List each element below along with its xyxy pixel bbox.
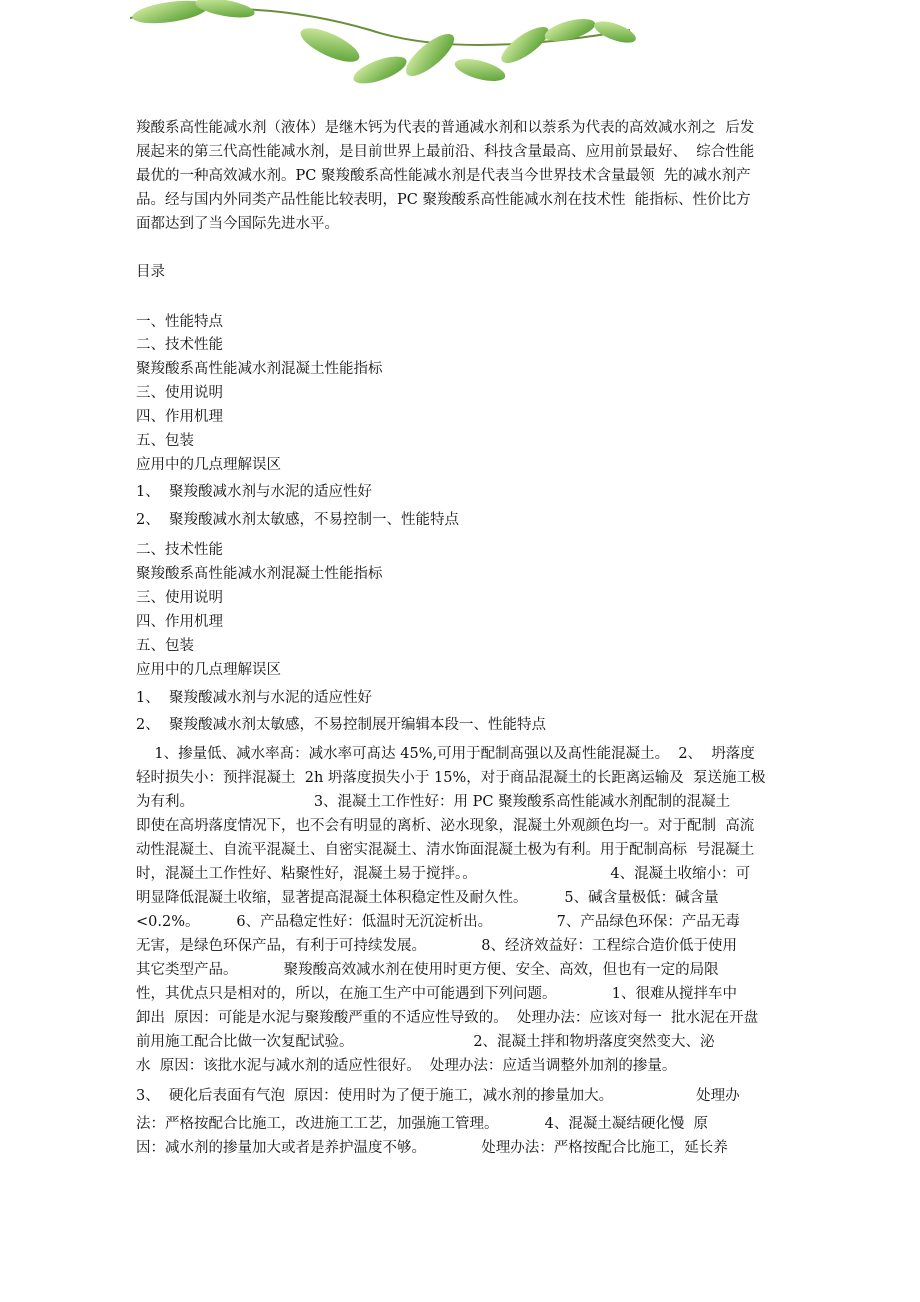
toc-item: 2、 聚羧酸减水剂太敏感，不易控制一、性能特点: [136, 512, 459, 528]
body-line: 前用施工配合比做一次复配试验。 2、混凝土拌和物坍落度突然变大、泌: [136, 1034, 715, 1050]
body-line: 因：减水剂的掺量加大或者是养护温度不够。 处理办法：严格按配合比施工，延长养: [136, 1140, 728, 1156]
toc-item: 1、 聚羧酸减水剂与水泥的适应性好: [136, 484, 372, 500]
body-line: 明显降低混凝土收缩，显著提高混凝土体积稳定性及耐久性。 5、碱含量极低：碱含量: [136, 890, 719, 906]
body-line: 为有利。 3、混凝土工作性好：用 PC 聚羧酸系高性能减水剂配制的混凝土: [136, 794, 731, 810]
body-line: 时，混凝土工作性好、粘聚性好，混凝土易于搅拌。。 4、混凝土收缩小：可: [136, 866, 751, 882]
toc-item: 四、作用机理: [136, 614, 223, 630]
body-line: 轻时损失小：预拌混凝土 2h 坍落度损失小于 15%，对于商品混凝土的长距离运输及 泵送施工极: [136, 770, 766, 786]
intro-line: 品。经与国内外同类产品性能比较表明，PC 聚羧酸系高性能减水剂在技术性 能指标、性价比方: [136, 192, 751, 208]
toc-title: 目录: [136, 264, 165, 280]
body-line: 即使在高坍落度情况下，也不会有明显的离析、泌水现象，混凝土外观颜色均一。对于配制 高流: [136, 818, 755, 834]
toc-item: 五、包装: [136, 638, 194, 654]
body-line: <0.2%。 6、产品稳定性好：低温时无沉淀析出。 7、产品绿色环保：产品无毒: [136, 914, 740, 930]
intro-line: 最优的一种高效减水剂。PC 聚羧酸系高性能减水剂是代表当今世界技术含量最领 先的减水剂产: [136, 168, 751, 184]
body-line: 性，其优点只是相对的，所以，在施工生产中可能遇到下列问题。 1、很难从搅拌车中: [136, 986, 738, 1002]
toc-item: 一、性能特点: [136, 314, 223, 330]
body-line: 动性混凝土、自流平混凝土、自密实混凝土、清水饰面混凝土极为有利。用于配制高标 号混凝土: [136, 842, 755, 858]
toc-item: 应用中的几点理解误区: [136, 457, 281, 473]
toc-item: 2、 聚羧酸减水剂太敏感，不易控制展开编辑本段一、性能特点: [136, 717, 546, 733]
toc-item: 应用中的几点理解误区: [136, 662, 281, 678]
toc-item: 四、作用机理: [136, 409, 223, 425]
body-line: 卸出 原因：可能是水泥与聚羧酸严重的不适应性导致的。 处理办法：应该对每一 批水泥在开盘: [136, 1010, 759, 1026]
toc-item: 二、技术性能: [136, 337, 223, 353]
toc-item: 聚羧酸系髙性能减水剂混凝土性能指标: [136, 361, 383, 377]
body-line: 法：严格按配合比施工，改进施工工艺，加强施工管理。 4、混凝土凝结硬化慢 原: [136, 1116, 709, 1132]
leaf-banner-decoration: [130, 0, 640, 95]
intro-line: 展起来的第三代高性能减水剂，是目前世界上最前沿、科技含量最高、应用前景最好、 综合性能: [136, 144, 755, 160]
intro-line: 羧酸系高性能减水剂（液体）是继木钙为代表的普通减水剂和以萘系为代表的高效减水剂之 后发: [136, 120, 755, 136]
toc-item: 三、使用说明: [136, 385, 223, 401]
toc-item: 三、使用说明: [136, 590, 223, 606]
toc-item: 二、技术性能: [136, 542, 223, 558]
toc-item: 五、包装: [136, 433, 194, 449]
toc-item: 1、 聚羧酸减水剂与水泥的适应性好: [136, 690, 372, 706]
body-line: 无害，是绿色环保产品，有利于可持续发展。 8、经济效益好：工程综合造价低于使用: [136, 938, 738, 954]
intro-line: 面都达到了当今国际先进水平。: [136, 216, 339, 232]
body-line: 1、掺量低、减水率髙：减水率可髙达 45%,可用于配制髙强以及髙性能混凝土。 2、 坍落度: [136, 746, 755, 762]
toc-item: 聚羧酸系髙性能减水剂混凝土性能指标: [136, 566, 383, 582]
body-line: 其它类型产品。 聚羧酸高效减水剂在使用时更方便、安全、高效，但也有一定的局限: [136, 962, 719, 978]
body-line: 水 原因：该批水泥与减水剂的适应性很好。 处理办法：应适当调整外加剂的掺量。: [136, 1058, 677, 1074]
body-line: 3、 硬化后表面有气泡 原因：使用时为了便于施工，减水剂的掺量加大。 处理办: [136, 1088, 740, 1104]
